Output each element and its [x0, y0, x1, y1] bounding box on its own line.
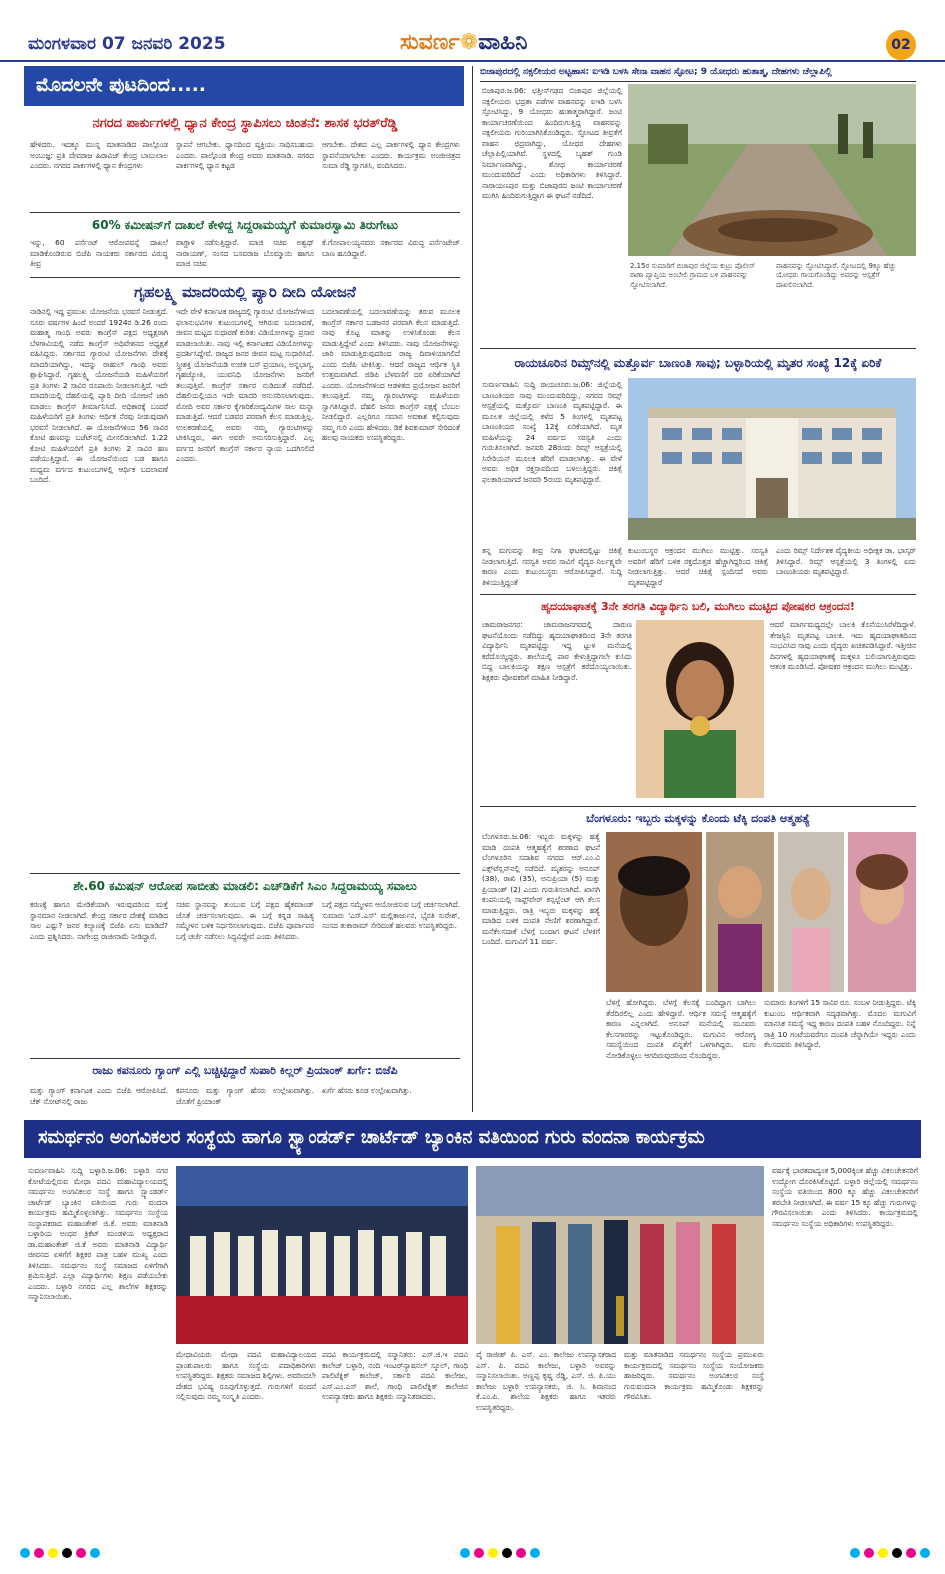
blast-caption-1: 2.15ರ ಸುಮಾರಿಗೆ ಬಿಜಾಪುರ ಜಿಲ್ಲೆಯ ಕುಟ್ರು ಪೊಲೀಸ್ ಠಾಣಾ ವ್ಯಾಪ್ತಿಯ ಅಂಬೇಲಿ ಗ್ರಾಮದ ಬಳಿ ವಾಹನವನ್ನು ಸ್ಫೋಟಿಸಲಾಗಿದೆ. — [630, 262, 756, 289]
divider — [30, 212, 460, 213]
color-dot — [48, 1548, 58, 1558]
newspaper-logo — [400, 30, 527, 55]
gruhalakshmi-col3: ಬದಲಾವಣೆಯಲ್ಲಿ ಬದಲಾವಣೆಯನ್ನು ತರುವ ಮೂಲಕ ಕಾಂಗ್ರೆಸ್ ಸರ್ಕಾರ ಬಡಜನರ ಪರವಾಗಿ ಕೆಲಸ ಮಾಡುತ್ತಿದೆ. ನಾವು ಕೊಟ್ಟ ಮಾತನ್ನು ಉಳಿಸಿಕೊಂಡು ಕೆಲಸ ಮಾಡುತ್ತಿದ್ದೇವೆ ಎಂದು ತಿಳಿಸಿದರು. ನಾವು ಯೋಜನೆಗಳನ್ನು ಜಾರಿ ಮಾಡುತ್ತಿರುವುದರಿಂದ ರಾಜ್ಯ ದಿವಾಳಿಯಾಗಲಿದೆ ಎಂದು ಬಿಜೆಪಿ ಟೀಕಿಸಿತ್ತು. ಆದರೆ ರಾಜ್ಯದ ಆರ್ಥಿಕ ಸ್ಥಿತಿ ಉತ್ತಮವಾಗಿದೆ. ಜಿಡಿಪಿ ಬೆಳವಣಿಗೆ ದರ ಏರಿಕೆಯಾಗಿದೆ ಎಂದರು. ಯೋಜನೆಗಳಿಂದ ಆಡಳಿತದ ಪ್ರಯೋಜನ ಜನರಿಗೆ ತಲುಪುತ್ತಿದೆ. ನಮ್ಮ ಗ್ಯಾರಂಟಿಗಳನ್ನು ಮಹಿಳೆಯರು ಸ್ವಾಗತಿಸಿದ್ದಾರೆ. ದೆಹಲಿ ಜನರು ಕಾಂಗ್ರೆಸ್ ಪಕ್ಷಕ್ಕೆ ಬೆಂಬಲ ನೀಡಲಿದ್ದಾರೆ. ಎಲ್ಲರಿಗೂ ಸಮಾನ ಅವಕಾಶ ಕಲ್ಪಿಸುವುದು ನಮ್ಮ ಗುರಿ ಎಂದು ಹೇಳಿದರು. ಡಿಕೆ ಶಿವಕುಮಾರ್ ಸೇರಿದಂತೆ ಹಲವು ನಾಯಕರು ಉಪಸ್ಥಿತರಿದ್ದರು. — [322, 307, 460, 443]
samarthanam-col5: ಮತ್ತು ಮಾತನಾಡಿದ ಸಮರ್ಥನಂ ಸಂಸ್ಥೆಯ ಪ್ರಮುಖರು ಕಾರ್ಯಕ್ರಮದಲ್ಲಿ ಸಮರ್ಥನಂ ಸಂಸ್ಥೆಯ ಸಂಯೋಜಕರು ಹಾಜರಿದ್ದರು. ಸಮರ್ಥನಂ ಅಂಗವಿಕಲರ ಸಂಸ್ಥೆ ಗುರುವಂದನಾ ಕಾರ್ಯಕ್ರಮ ಹಮ್ಮಿಕೊಂಡು ಶಿಕ್ಷಕರನ್ನು ಗೌರವಿಸಿತು. — [624, 1350, 764, 1402]
divider — [30, 1058, 460, 1059]
hdk-col2: ಸಚಿವ ಸ್ಥಾನವನ್ನು ತುಂಬುವ ಬಗ್ಗೆ ಪಕ್ಷದ ಹೈಕಮಾಂಡ್ ಜೊತೆ ಚರ್ಚಿಸಲಾಗುವುದು. ಈ ಬಗ್ಗೆ ಕನ್ನಡ ಸಾಹಿತ್ಯ ಸಮ್ಮೇಳನ ಬಳಿಕ ನಿರ್ಧರಿಸಲಾಗುವುದು. ಬಿಜೆಪಿ ಪೂರ್ವಾಪರ ಬಗ್ಗೆ ಚರ್ಚೆ ನಡೆಸಲು ಸಿದ್ಧವಿದ್ದೇವೆ ಎಂದು ತಿಳಿಸಿದರು. — [176, 900, 314, 941]
gruhalakshmi-headline: ಗೃಹಲಕ್ಷ್ಮಿ ಮಾದರಿಯಲ್ಲಿ ಪ್ಯಾರಿ ದೀದಿ ಯೋಜನೆ — [134, 283, 356, 301]
divider — [480, 806, 916, 807]
parks-headline: ನಗರದ ಪಾರ್ಕುಗಳಲ್ಲಿ ಧ್ಯಾನ ಕೇಂದ್ರ ಸ್ಥಾಪಿಸಲು ಚಿಂತನೆ: ಶಾಸಕ ಭರತ್‌ರೆಡ್ಡಿ — [92, 116, 398, 131]
footer-color-marks-left — [20, 1548, 100, 1560]
bengaluru-col1: ಬೆಂಗಳೂರು.ಜ.06: ಇಬ್ಬರು ಮಕ್ಕಳನ್ನು ಹತ್ಯೆ ಮಾಡಿ ದಂಪತಿ ಆತ್ಮಹತ್ಯೆಗೆ ಶರಣಾದ ಘಟನೆ ಬೆಂಗಳೂರಿನ ಸದಾಶಿವ ನಗರದ ಆರ್.ಎಂ.ವಿ ಎಕ್ಸ್‌ಟೆನ್ಷನ್‌ನಲ್ಲಿ ನಡೆದಿದೆ. ಮೃತರನ್ನು ಅನೂಪ್ (38), ರಾಖಿ (35), ಅನುಪ್ರಿಯಾ (5) ಮತ್ತು ಪ್ರಿಯಾಂಶ್ (2) ಎಂದು ಗುರುತಿಸಲಾಗಿದೆ. ಖಾಸಗಿ ಕಂಪನಿಯಲ್ಲಿ ಸಾಫ್ಟ್‌ವೇರ್ ಕನ್ಸಲ್ಟೆಂಟ್ ಆಗಿ ಕೆಲಸ ಮಾಡುತ್ತಿದ್ದರು. ರಾತ್ರಿ ಇಬ್ಬರು ಮಕ್ಕಳನ್ನು ಹತ್ಯೆ ಮಾಡಿದ ಬಳಿಕ ದಂಪತಿ ನೇಣಿಗೆ ಶರಣಾಗಿದ್ದಾರೆ. ಮನೆಕೆಲಸದಾಕೆ ಬೆಳಗ್ಗೆ ಬಂದಾಗ ಘಟನೆ ಬೆಳಕಿಗೆ ಬಂದಿದೆ. ಮಗುವಿಗೆ 11 ವರ್ಷ. — [482, 832, 600, 947]
heart-headline: ಹೃದಯಾಘಾತಕ್ಕೆ 3ನೇ ತರಗತಿ ವಿದ್ಯಾರ್ಥಿನಿ ಬಲಿ, ಮುಗಿಲು ಮುಟ್ಟಿದ ಪೋಷಕರ ಆಕ್ರಂದನ! — [541, 600, 855, 613]
commission-col1: ಇನ್ನು, 60 ಪರ್ಸೆಂಟ್ ಆರೋಪವನ್ನೆ ದಾಖಲೆ ಮಾಡಿಕೊಂಡಿರುವ ಬಿಜೆಪಿ ನಾಯಕರು ಸರ್ಕಾರದ ವಿರುದ್ಧ ತೀವ್ರ — [30, 238, 168, 269]
color-dot — [488, 1548, 498, 1558]
logo-left: ಸುವರ್ಣ — [400, 30, 460, 55]
commission-headline: 60% ಕಮೀಷನ್‌ಗೆ ದಾಖಲೆ ಕೇಳಿದ್ದ ಸಿದ್ದರಾಮಯ್ಯಗೆ ಕುಮಾರಸ್ವಾಮಿ ತಿರುಗೇಟು — [91, 218, 399, 232]
color-dot — [76, 1548, 86, 1558]
samarthanam-col4: ವೈ ರಾಜೀಶ್ ಪಿ. ಎಸ್. ಎಂ. ಕಾಲೇಜು ಉಪನ್ಯಾಸಕರಾದ ಎಸ್. ಪಿ. ಪದವಿ ಕಾಲೇಜು, ಬಳ್ಳಾರಿ ಅವರನ್ನು ಸನ್ಮಾನಿಸಲಾಯಿತು. ಅಣ್ಣಪ್ಪ ಕೃಷ್ಣ ರೆಡ್ಡಿ, ಎಸ್. ಜಿ. ಪಿ.ಯು ಕಾಲೇಜು ಬಳ್ಳಾರಿ ಉಪನ್ಯಾಸಕರು, ಜಿ. ಸಿ. ಶಿವಾನಂದ ಕೆ.ಎಂ.ಪಿ. ಶಾಲೆಯ ಶಿಕ್ಷಕರು ಹಾಗೂ ಇತರರು ಉಪಸ್ಥಿತರಿದ್ದರು. — [476, 1350, 616, 1412]
bengaluru-col2: ಬೆಳಿಗ್ಗೆ ಹೋಗಿದ್ದರು. ಬೆಳಗ್ಗೆ ಕೆಲಸಕ್ಕೆ ಬಂದಿದ್ದಾಗ ಬಾಗಿಲು ತೆರೆದಿರಲಿಲ್ಲ ಎಂದು ಹೇಳಿದ್ದಾರೆ. ಆರ್ಥಿಕ ಸಮಸ್ಯೆ ಆತ್ಮಹತ್ಯೆಗೆ ಕಾರಣ ಎನ್ನಲಾಗಿದೆ. ಅನೂಪ್ ಮನೆಯಲ್ಲಿ ಮೂವರು ಕೆಲಸಗಾರರನ್ನು ಇಟ್ಟುಕೊಂಡಿದ್ದರು. ಮಗುವಿನ ಆರೋಗ್ಯ ಸಮಸ್ಯೆಯಿಂದ ದಂಪತಿ ಖಿನ್ನತೆಗೆ ಒಳಗಾಗಿದ್ದರು. ಮಗು ನೋಡಿಕೊಳ್ಳಲು ಆಗದಿರುವುದರಿಂದ ನೊಂದಿದ್ದರು. — [606, 998, 756, 1060]
lamp-lighting-photo — [476, 1166, 764, 1344]
kapanur-col2: ಕಪನೂರು ಮತ್ತು ಗ್ಯಾಂಗ್ ಹೆಸರು ಉಲ್ಲೇಖವಾಗಿತ್ತು. ಜೊತೆಗೆ ಪ್ರಿಯಾಂಕ್ — [176, 1086, 314, 1106]
kapanur-col3: ಖರ್ಗೆ ಹೆಸರು ಕೂಡ ಉಲ್ಲೇಖವಾಗಿತ್ತು. — [322, 1086, 412, 1095]
color-dot — [892, 1548, 902, 1558]
raichur-col-a: ತನ್ನ ಮಗುವನ್ನು ತೀವ್ರ ನಿಗಾ ಘಟಕದಲ್ಲಿಟ್ಟು ಚಿಕಿತ್ಸೆ ನೀಡಲಾಗುತ್ತಿದೆ. ಸರಸ್ವತಿ ಅವರ ಸಾವಿಗೆ ವೈದ್ಯರ ನಿರ್ಲಕ್ಷ್ಯವೇ ಕಾರಣ ಎಂದು ಕುಟುಂಬಸ್ಥರು ಆರೋಪಿಸಿದ್ದಾರೆ. ಸುದ್ದಿ ತಿಳಿಯುತ್ತಿದ್ದಂತೆ — [482, 546, 622, 587]
samarthanam-banner: ಸಮರ್ಥನಂ ಅಂಗವಿಕಲರ ಸಂಸ್ಥೆಯ ಹಾಗೂ ಸ್ಟ್ಯಾಂಡರ್ಡ್ ಚಾರ್ಟೆಡ್ ಬ್ಯಾಂಕಿನ ವತಿಯಿಂದ ಗುರು ವಂದನಾ ಕಾರ್ಯಕ್ರಮ — [24, 1120, 921, 1158]
section-banner: ಮೊದಲನೇ ಪುಟದಿಂದ..... — [24, 66, 464, 106]
issue-date: ಮಂಗಳವಾರ 07 ಜನವರಿ 2025 — [28, 34, 226, 54]
color-dot — [34, 1548, 44, 1558]
color-dot — [62, 1548, 72, 1558]
commission-col2: ವಾಗ್ದಾಳಿ ನಡೆಸುತ್ತಿದ್ದಾರೆ. ಮಾಜಿ ಸಚಿವ ಅಶ್ವಥ್ ನಾರಾಯಣ್, ಸಂಸದ ಬಸವರಾಜ ಬೊಮ್ಮಾಯಿ ಹಾಗೂ ಮಾಜಿ ಸಚಿವ — [176, 238, 314, 269]
logo-right: ವಾಹಿನಿ — [478, 30, 528, 55]
kapanur-col1: ಮತ್ತು ಗ್ಯಾಂಗ್ ಕರ್ನಾಟಕ ಎಂದು ಬಿಜೆಪಿ ಆರೋಪಿಸಿದೆ. ಚೆಕ್ ನೋಟ್‌ನಲ್ಲಿ ರಾಜು — [30, 1086, 168, 1106]
parks-col2: ಸ್ಥಾಪನೆ ಆಗಬೇಕು. ಧ್ಯಾನದಿಂದ ವ್ಯಕ್ತಿಯು ಸಾಧಿಸಬಹುದು ಎಂದರು. ಪಾಲ್ಗೊಂಡ ಕೇಂದ್ರ ಅವರು ಮಾತನಾಡಿ. ನಗರದ ಪಾರ್ಕಗಳಲ್ಲಿ ಧ್ಯಾನ ಕಟ್ಟಡ — [176, 140, 314, 171]
student-photo — [636, 620, 764, 798]
divider — [30, 873, 460, 874]
gruhalakshmi-col2: ಇದೇ ವೇಳೆ ಕರ್ನಾಟಕ ರಾಜ್ಯದಲ್ಲಿ ಗ್ಯಾರಂಟಿ ಯೋಜನೆಗಳಿಂದ ಫಲಾನುಭವಿಗಳ ಕುಟುಂಬಗಳಲ್ಲಿ ಆಗಿರುವ ಬದಲಾವಣೆ, ಜೀವನ ಮಟ್ಟದ ಸುಧಾರಣೆ ಕುರಿತು ವಿಡಿಯೋಗಳನ್ನು ಪ್ರಸಾರ ಮಾಡಲಾಯಿತು. ನಾವು ಇಲ್ಲಿ ಕರ್ನಾಟಕದ ವಿಡಿಯೋಗಳನ್ನು ಪ್ರದರ್ಶಿಸಿದ್ದೇವೆ. ರಾಜ್ಯದ ಜನರ ಜೀವನ ಮಟ್ಟ ಸುಧಾರಿಸಿದೆ. ಸ್ತ್ರೀಶಕ್ತಿ ಯೋಜನೆಯಡಿ ಉಚಿತ ಬಸ್ ಪ್ರಯಾಣ, ಅನ್ನಭಾಗ್ಯ, ಗೃಹಜ್ಯೋತಿ, ಯುವನಿಧಿ ಯೋಜನೆಗಳು ಜನರಿಗೆ ತಲುಪುತ್ತಿವೆ. ಕಾಂಗ್ರೆಸ್ ಸರ್ಕಾರ ನುಡಿದಂತೆ ನಡೆದಿದೆ. ದೆಹಲಿಯಲ್ಲಿಯೂ ಇದೇ ಮಾದರಿ ಅನುಸರಿಸಲಾಗುವುದು. ಮೋದಿ ಅವರ ಸರ್ಕಾರ ಕೈಗಾರಿಕೋದ್ಯಮಿಗಳ ಸಾಲ ಮನ್ನಾ ಮಾಡುತ್ತಿದೆ. ಆದರೆ ಬಡವರ ಪರವಾಗಿ ಕೆಲಸ ಮಾಡುತ್ತಿಲ್ಲ. ಉಲಕರಣೆಯಲ್ಲಿ ಅವರು ನಮ್ಮ ಗ್ಯಾರಂಟಿಗಳನ್ನು ಟೀಕಿಸಿದ್ದರು, ಈಗ ಅವರೇ ಅನುಸರಿಸುತ್ತಿದ್ದಾರೆ. ಎಲ್ಲ ವರ್ಗದ ಜನರಿಗೆ ಕಾಂಗ್ರೆಸ್ ಸರ್ಕಾರ ನ್ಯಾಯ ಒದಗಿಸಲಿದೆ ಎಂದರು. — [176, 307, 314, 464]
kapanur-headline: ರಾಜು ಕಪನೂರು ಗ್ಯಾಂಗ್ ಎಲ್ಲಿ ಬಚ್ಚಿಟ್ಟಿದ್ದಾರೆ ಸುಪಾರಿ ಕಿಲ್ಲರ್ ಪ್ರಿಯಾಂಕ್ ಖರ್ಗೆ: ಬಿಜೆಪಿ — [92, 1064, 398, 1077]
samarthanam-col2: ಮೇಧಾವಿಯರು ಮೇಧಾ ಪದವಿ ಮಹಾವಿದ್ಯಾಲಯದ ಪ್ರಾಂಶುಪಾಲರು ಹಾಗೂ ಸಂಸ್ಥೆಯ ಪದಾಧಿಕಾರಿಗಳು ಉಪಸ್ಥಿತರಿದ್ದರು. ಶಿಕ್ಷಕರು ಸಮಾಜದ ಶಿಲ್ಪಿಗಳು. ಅವರಿಂದಲೇ ದೇಶದ ಭವಿಷ್ಯ ರೂಪುಗೊಳ್ಳುತ್ತದೆ. ಗುರುಗಳಿಗೆ ವಂದನೆ ಸಲ್ಲಿಸುವುದು ನಮ್ಮ ಸಂಸ್ಕೃತಿ ಎಂದರು. — [176, 1350, 316, 1402]
family-photos — [606, 832, 916, 992]
gruhalakshmi-col1: ನಾಡಿನಲ್ಲಿ ಇದ್ದ ಪ್ರಮುಖ ಯೋಜನೆಯ ಭರವಸೆ ನೀಡುತ್ತದೆ. ಸೂರು ವರ್ಷಗಳ ಹಿಂದೆ ಅಂದರೆ 1924ರ ಡಿ.26 ರಂದು ಮಹಾತ್ಮ ಗಾಂಧಿ ಅವರು ಕಾಂಗ್ರೆಸ್ ಪಕ್ಷದ ಅಧ್ಯಕ್ಷರಾಗಿ ಬೆಳಗಾವಿಯಲ್ಲಿ ನಡೆದ ಕಾಂಗ್ರೆಸ್ ಅಧಿವೇಶನದ ಅಧ್ಯಕ್ಷತೆ ವಹಿಸಿದ್ದರು. ಸರ್ಕಾರದ ಗ್ಯಾರಂಟಿ ಯೋಜನೆಗಳು ದೇಶಕ್ಕೆ ಮಾದರಿಯಾಗಿದ್ದು, ಇದನ್ನು ರಾಹುಲ್ ಗಾಂಧಿ ಅವರು ಶ್ಲಾಘಿಸಿದ್ದಾರೆ. ಗೃಹಲಕ್ಷ್ಮಿ ಯೋಜನೆಯಡಿ ಮಹಿಳೆಯರಿಗೆ ಪ್ರತಿ ತಿಂಗಳು 2 ಸಾವಿರ ರೂಪಾಯಿ ನೀಡಲಾಗುತ್ತಿದೆ. ಇದೇ ಮಾದರಿಯಲ್ಲಿ ದೆಹಲಿಯಲ್ಲಿ ಪ್ಯಾರಿ ದೀದಿ ಯೋಜನೆ ಜಾರಿ ಮಾಡಲು ಕಾಂಗ್ರೆಸ್ ತೀರ್ಮಾನಿಸಿದೆ. ಅಧಿಕಾರಕ್ಕೆ ಬಂದರೆ ಮಹಿಳೆಯರಿಗೆ ಪ್ರತಿ ತಿಂಗಳು ಆರ್ಥಿಕ ನೆರವು ನೀಡುವುದಾಗಿ ಭರವಸೆ ನೀಡಲಾಗಿದೆ. ಈ ಯೋಜನೆಗಳಿಂದ 56 ಸಾವಿರ ಕೋಟಿ ಹಣವನ್ನು ಬಜೆಟ್‌ನಲ್ಲಿ ಮೀಸಲಿಡಲಾಗಿದೆ. 1.22 ಕೋಟಿ ಮಹಿಳೆಯರಿಗೆ ಪ್ರತಿ ತಿಂಗಳು 2 ಸಾವಿರ ಹಣ ಪಡೆಯುತ್ತಿದ್ದಾರೆ. ಈ ಯೋಜನೆಯಿಂದ ಬಡ ಹಾಗೂ ಮಧ್ಯಮ ವರ್ಗದ ಕುಟುಂಬಗಳಲ್ಲಿ ಆರ್ಥಿಕ ಬದಲಾವಣೆ ಬಂದಿದೆ. — [30, 307, 168, 485]
blast-site-photo — [628, 84, 916, 256]
hdk-headline: ಶೇ.60 ಕಮಿಷನ್ ಆರೋಪ ಸಾಬೀತು ಮಾಡಲಿ: ಎಚ್‌ಡಿಕೆಗೆ ಸಿಎಂ ಸಿದ್ದರಾಮಯ್ಯ ಸವಾಲು — [73, 879, 417, 893]
samarthanam-col1: ಸುವರ್ಣವಾಹಿನಿ ಸುದ್ದಿ ಬಳ್ಳಾರಿ.ಜ.06: ಬಳ್ಳಾರಿ ನಗರ ಕೋಟೆಯಲ್ಲಿರುವ ಮೇಧಾ ಪದವಿ ಮಹಾವಿದ್ಯಾಲಯದಲ್ಲಿ ಸಮರ್ಥನಂ ಅಂಗವಿಕಲರ ಸಂಸ್ಥೆ ಹಾಗೂ ಸ್ಟ್ಯಾಂಡರ್ಡ್ ಚಾರ್ಟೆಡ್ ಬ್ಯಾಂಕಿನ ವತಿಯಿಂದ ಗುರು ವಂದನಾ ಕಾರ್ಯಕ್ರಮ ಹಮ್ಮಿಕೊಳ್ಳಲಾಗಿತ್ತು. ಸಮರ್ಥನಂ ಸಂಸ್ಥೆಯ ಸಂಸ್ಥಾಪಕರಾದ ಮಹಾಂತೇಶ್ ಜಿ.ಕೆ. ಅವರು ಮಾತನಾಡಿ ಬಳ್ಳಾರಿಯ ಅಂಧರ ಕ್ರಿಕೆಟ್ ಮಂಡಳಿಯ ಅಧ್ಯಕ್ಷರಾದ ಡಾ.ಮಹಾಂತೇಶ್ ಜಿ.ಕೆ ಅವರು ಮಾತನಾಡಿ ವಿದ್ಯಾರ್ಥಿ ಜೀವನದ ಏಳಿಗೆಗೆ ಶಿಕ್ಷಕರ ಪಾತ್ರ ಬಹಳ ಮುಖ್ಯ ಎಂದು ತಿಳಿಸಿದರು. ಸಮರ್ಥನಂ ಸಂಸ್ಥೆ ಸಮಾಜದ ಏಳಿಗೆಗಾಗಿ ಶ್ರಮಿಸುತ್ತಿದೆ. ಎಲ್ಲಾ ವಿದ್ಯಾರ್ಥಿಗಳು ಶಿಕ್ಷಣ ಪಡೆಯಬೇಕು ಎಂದರು. ಬಳ್ಳಾರಿ ನಗರದ ಎಲ್ಲ ಶಾಲೆಗಳ ಶಿಕ್ಷಕರನ್ನು ಸನ್ಮಾನಿಸಲಾಯಿತು. — [28, 1166, 168, 1302]
blast-body: ಬಿಜಾಪುರ.ಜ.06: ಛತ್ತೀಸ್‌ಗಢದ ಬಿಜಾಪುರ ಜಿಲ್ಲೆಯಲ್ಲಿ ನಕ್ಸಲೀಯರು ಭದ್ರತಾ ಪಡೆಗಳ ವಾಹನವನ್ನು ಐಇಡಿ ಬಳಸಿ ಸ್ಫೋಟಿಸಿದ್ದು, 9 ಯೋಧರು ಹುತಾತ್ಮರಾಗಿದ್ದಾರೆ. ಜಂಟಿ ಕಾರ್ಯಾಚರಣೆಯಿಂದ ಹಿಂದಿರುಗುತ್ತಿದ್ದ ವಾಹನವನ್ನು ನಕ್ಸಲೀಯರು ಗುರಿಯಾಗಿಸಿಕೊಂಡಿದ್ದರು. ಸ್ಫೋಟದ ತೀವ್ರತೆಗೆ ವಾಹನ ಛಿದ್ರವಾಗಿದ್ದು, ಯೋಧರ ದೇಹಗಳು ಚೆಲ್ಲಾಪಿಲ್ಲಿಯಾಗಿವೆ. ಸ್ಥಳದಲ್ಲಿ ಬೃಹತ್ ಗುಂಡಿ ನಿರ್ಮಾಣವಾಗಿದ್ದು, ಶೋಧ ಕಾರ್ಯಾಚರಣೆ ಮುಂದುವರಿದಿದೆ ಎಂದು ಅಧಿಕಾರಿಗಳು ತಿಳಿಸಿದ್ದಾರೆ. ನಾರಾಯಣಪುರ ಮತ್ತು ಬಿಜಾಪುರದ ಜಂಟಿ ಕಾರ್ಯಾಚರಣೆ ಮುಗಿಸಿ ಹಿಂದಿರುಗುತ್ತಿದ್ದಾಗ ಈ ಘಟನೆ ನಡೆದಿದೆ. — [482, 86, 622, 201]
color-dot — [864, 1548, 874, 1558]
color-dot — [906, 1548, 916, 1558]
color-dot — [90, 1548, 100, 1558]
color-dot — [474, 1548, 484, 1558]
color-dot — [502, 1548, 512, 1558]
commission-col3: ಕೆ.ಗೋಪಾಲಯ್ಯನವರು ಸರ್ಕಾರದ ವಿರುದ್ಧ ಪರ್ಸೆಂಟೇಜ್ ಬಾಣ ಹೂಡಿದ್ದಾರೆ. — [322, 238, 460, 258]
color-dot — [516, 1548, 526, 1558]
felicitation-group-photo — [176, 1166, 468, 1344]
color-dot — [530, 1548, 540, 1558]
raichur-body: ಸುವರ್ಣವಾಹಿನಿ ಸುದ್ದಿ ರಾಯಚೂರು.ಜ.06: ಜಿಲ್ಲೆಯಲ್ಲಿ ಬಾಣಂತಿಯರ ಸಾವು ಮುಂದುವರಿದಿದ್ದು, ನಗರದ ರಿಮ್ಸ್ ಆಸ್ಪತ್ರೆಯಲ್ಲಿ ಮತ್ತೊರ್ವ ಬಾಣಂತಿ ಮೃತಪಟ್ಟಿದ್ದಾರೆ. ಈ ಮೂಲಕ ಜಿಲ್ಲೆಯಲ್ಲಿ ಕಳೆದ 5 ತಿಂಗಳಲ್ಲಿ ಮೃತಪಟ್ಟ ಬಾಣಂತಿಯರ ಸಂಖ್ಯೆ 12ಕ್ಕೆ ಏರಿಕೆಯಾಗಿದೆ. ಮೃತ ಮಹಿಳೆಯನ್ನು 24 ವರ್ಷದ ಸರಸ್ವತಿ ಎಂದು ಗುರುತಿಸಲಾಗಿದೆ. ಜನವರಿ 28ರಂದು ರಿಮ್ಸ್ ಆಸ್ಪತ್ರೆಯಲ್ಲಿ ಸಿಸೇರಿಯನ್ ಮೂಲಕ ಹೆರಿಗೆ ಮಾಡಲಾಗಿತ್ತು. ಈ ವೇಳೆ ಅವರು ಅಧಿಕ ರಕ್ತಸ್ರಾವದಿಂದ ಬಳಲುತ್ತಿದ್ದರು. ಚಿಕಿತ್ಸೆ ಫಲಕಾರಿಯಾಗದೆ ಜನವರಿ 5ರಂದು ಮೃತಪಟ್ಟಿದ್ದಾರೆ. — [482, 380, 622, 484]
samarthanam-col6: ವರ್ಷಕ್ಕೆ ಭಾರತದಾದ್ಯಂತ 5,000ಕ್ಕಿಂತ ಹೆಚ್ಚು ವಿಕಲಚೇತನರಿಗೆ ಉದ್ಯೋಗ ದೊರಕಿಸಿಕೊಟ್ಟಿದೆ. ಬಳ್ಳಾರಿ ಜಿಲ್ಲೆಯಲ್ಲಿ ಸಮರ್ಥನಂ ಸಂಸ್ಥೆಯ ವತಿಯಿಂದ 800 ಕ್ಕೂ ಹೆಚ್ಚು ವಿಕಲಚೇತನರಿಗೆ ತರಬೇತಿ ನೀಡಲಾಗಿದೆ. ಈ ವರ್ಷ 15 ಕ್ಕೂ ಹೆಚ್ಚು ಗುರುಗಳನ್ನು ಗೌರವಿಸಲಾಯಿತು ಎಂದು ತಿಳಿಸಿದರು. ಕಾರ್ಯಕ್ರಮದಲ್ಲಿ ಸಮರ್ಥನಂ ಸಂಸ್ಥೆಯ ಅಧಿಕಾರಿಗಳು ಉಪಸ್ಥಿತರಿದ್ದರು. — [772, 1166, 918, 1228]
bengaluru-headline: ಬೆಂಗಳೂರು: ಇಬ್ಬರು ಮಕ್ಕಳನ್ನು ಕೊಂದು ಟೆಕ್ಕಿ ದಂಪತಿ ಆತ್ಮಹತ್ಯೆ — [586, 812, 810, 825]
color-dot — [850, 1548, 860, 1558]
blast-headline: ಬಿಜಾಪುರದಲ್ಲಿ ನಕ್ಸಲೀಯರ ಅಟ್ಟಹಾಸ: ಐಇಡಿ ಬಳಸಿ ಸೇನಾ ವಾಹನ ಸ್ಫೋಟ; 9 ಯೋಧರು ಹುತಾತ್ಮ, ದೇಹಗಳು ಚೆಲ್ಲಾಪಿಲ್ಲಿ — [480, 67, 916, 82]
hdk-col3: ಬಗ್ಗೆ ಪಕ್ಷದ ಸಮ್ಮೇಳನ ಆಯೋಜಿಸುವ ಬಗ್ಗೆ ಚರ್ಚಿಸಲಾಗಿದೆ. ಸುಮಾರು 'ಎಸ್.ಎಸ್' ಮಲ್ಲಿಕಾರ್ಜುನ, ಭೈರತಿ ಸುರೇಶ್, ಸಂಸದ ತುಕಾರಾಮ್ ಸೇರಿದಂತೆ ಹಲವರು ಉಪಸ್ಥಿತರಿದ್ದರು. — [322, 900, 460, 931]
raichur-headline: ರಾಯಚೂರಿನ ರಿಮ್ಸ್‌ನಲ್ಲಿ ಮತ್ತೊರ್ವ ಬಾಣಂತಿ ಸಾವು; ಬಳ್ಳಾರಿಯಲ್ಲಿ ಮೃತರ ಸಂಖ್ಯೆ 12ಕ್ಕೆ ಏರಿಕೆ — [514, 356, 882, 370]
rims-hospital-photo — [628, 378, 916, 540]
divider — [30, 277, 460, 278]
heart-col1: ಚಾಮರಾಜನಗರ: ಚಾಮರಾಜನಗರದಲ್ಲಿ ದಾರುಣ ಘಟನೆಯೊಂದು ನಡೆದಿದ್ದು ಹೃದಯಾಘಾತದಿಂದ 3ನೇ ತರಗತಿ ವಿದ್ಯಾರ್ಥಿನಿ ಮೃತಪಟ್ಟಿದ್ದು ಇದ್ದ ಟ್ಟುಳಿ ಮನೆಯಲ್ಲಿ ಕರೆದೊಯ್ದಿದ್ದರು. ಶಾಲೆಯಲ್ಲಿ ಪಾಠ ಕೇಳುತ್ತಿದ್ದಾಗಲೇ ಕುಸಿದು ಬಿದ್ದ ಬಾಲಕಿಯನ್ನು ತಕ್ಷಣ ಆಸ್ಪತ್ರೆಗೆ ಕರೆದೊಯ್ಯಲಾಯಿತು. ಶಿಕ್ಷಕರು ಪೋಷಕರಿಗೆ ಮಾಹಿತಿ ನೀಡಿದ್ದಾರೆ. — [482, 620, 632, 682]
hdk-col1: ಕರಣಕ್ಕೆ ಹಾಗೂ ಮೇಡಿಕೆಯಾಗಿ ಇರುವುದರಿಂದ ಮತ್ತೆ ಸ್ಥಾನಮಾನ ನೀಡಲಾಗಿದೆ. ಕೇಂದ್ರ ಸರ್ಕಾರ ದೇಶಕ್ಕೆ ಮಾಡಿದ ಸಾಲ ಎಷ್ಟು? ಜನರ ಕಲ್ಯಾಣಕ್ಕೆ ಬಿಜೆಪಿ ಏನು ಮಾಡಿದೆ? ಎಂದು ಪ್ರಶ್ನಿಸಿದರು. ನಾಗೇಂದ್ರ ರಾಜೀನಾಮೆ ನೀಡಿದ್ದಾರೆ. — [30, 900, 168, 941]
bengaluru-col3: ಸುಮಾರು ತಿಂಗಳಿಗೆ 15 ಸಾವಿರ ರೂ. ಸಂಬಳ ನೀಡುತ್ತಿದ್ದರು. ಟೆಕ್ಕಿ ಕುಟುಂಬ ಆರ್ಥಿಕವಾಗಿ ಸದೃಢವಾಗಿತ್ತು. ಮೊದಲ ಮಗುವಿಗೆ ಮಾನಸಿಕ ಸಮಸ್ಯೆ ಇದ್ದ ಕಾರಣ ದಂಪತಿ ಬಹಳ ನೊಂದಿದ್ದರು. ನಿನ್ನೆ ರಾತ್ರಿ 10 ಗಂಟೆಯವರೆಗೂ ದಂಪತಿ ಚೆನ್ನಾಗಿಯೇ ಇದ್ದರು ಎಂದು ಕೆಲಸದವರು ತಿಳಿಸಿದ್ದಾರೆ. — [764, 998, 916, 1050]
samarthanam-col3: ಪದವಿ ಕಾರ್ಯಕ್ರಮದಲ್ಲಿ ಸನ್ಮಾನಿತರು: ಎಸ್.ಜಿ.ಇ ಪದವಿ ಕಾಲೇಜ್ ಬಳ್ಳಾರಿ, ನಂದಿ ಇಂಟರ್‌ನ್ಯಾಷನಲ್ ಸ್ಕೂಲ್, ಗಾಂಧಿ ಪಾಲಿಟೆಕ್ನಿಕ್ ಕಾಲೇಜ್, ಸರ್ಕಾರಿ ಪದವಿ ಕಾಲೇಜು, ಎಸ್.ಎಂ.ಎಸ್ ಶಾಲೆ, ಗಾಂಧಿ ಪಾಲಿಟೆಕ್ನಿಕ್ ಕಾಲೇಜಿನ ಉಪನ್ಯಾಸಕರು ಹಾಗೂ ಶಿಕ್ಷಕರು ಸನ್ಮಾನಿತರಾದರು. — [322, 1350, 468, 1402]
divider — [480, 348, 916, 349]
page-number-badge: 02 — [886, 30, 916, 60]
divider — [480, 594, 916, 595]
parks-col1: ಹೇಳಿದರು. ಇದಕ್ಕೂ ಮುನ್ನ ಮಾತನಾಡಿದ ಪಾಲ್ಗೊಂಡ ಅಂಬುಜ್ಞ: ಪ್ರತಿ ದೇವರಾಜ ಹಿರಾವಿಜ್ ಕೇಂದ್ರ ಬಾಬುಲಾಲ ಎಂದರು. ನಗರದ ಪಾರ್ಕಗಳಲ್ಲಿ ಧ್ಯಾನ ಕೇಂದ್ರಗಳು — [30, 140, 168, 171]
raichur-col-b: ಕುಟುಂಬಸ್ಥರ ಆಕ್ರಂದನ ಮುಗಿಲು ಮುಟ್ಟಿತ್ತು. ಸರಸ್ವತಿ ಅವರಿಗೆ ಹೆರಿಗೆ ಬಳಿಕ ರಕ್ತದೊತ್ತಡ ಹೆಚ್ಚಾಗಿದ್ದರಿಂದ ಚಿಕಿತ್ಸೆ ನೀಡಲಾಗುತ್ತಿತ್ತು. ಆದರೆ ಚಿಕಿತ್ಸೆ ಸ್ಪಂದಿಸದೆ ಅವರು ಮೃತಪಟ್ಟಿದ್ದಾರೆ — [628, 546, 768, 587]
column-divider — [472, 66, 473, 1112]
heart-col2: ಆದರೆ ಮಾರ್ಗಮಧ್ಯದಲ್ಲೇ ಬಾಲಕಿ ಕೊನೆಯುಸಿರೆಳೆದಿದ್ದಾಳೆ. ತೇಜಸ್ವಿನಿ ಮೃತಪಟ್ಟ ಬಾಲಕಿ. ಇದು ಹೃದಯಾಘಾತದಿಂದ ಸಂಭವಿಸಿದ ಸಾವು ಎಂದು ವೈದ್ಯರು ಖಚಿತಪಡಿಸಿದ್ದಾರೆ. ಇತ್ತೀಚಿನ ದಿನಗಳಲ್ಲಿ ಹೃದಯಾಘಾತಕ್ಕೆ ಮಕ್ಕಳೂ ಬಲಿಯಾಗುತ್ತಿರುವುದು ಆತಂಕ ಮೂಡಿಸಿದೆ. ಪೋಷಕರ ಆಕ್ರಂದನ ಮುಗಿಲು ಮುಟ್ಟಿತ್ತು. — [770, 620, 916, 672]
color-dot — [920, 1548, 930, 1558]
color-dot — [20, 1548, 30, 1558]
parks-col3: ಆಗಬೇಕು. ದೇಶದ ಎಲ್ಲ ಪಾರ್ಕಗಳಲ್ಲಿ ಧ್ಯಾನ ಕೇಂದ್ರಗಳು ಸ್ಥಾಪನೆಯಾಗಬೇಕು ಎಂದರು. ಕಾರ್ಯಕ್ರಮ ಅಂಜೀಜಿತ್ರದ ಸುಮಾ ರೆಡ್ಡಿ ಸ್ವಾಗತಿಸಿ, ವಂದಿಸಿದರು. — [322, 140, 460, 171]
blast-caption-2: ವಾಹನವನ್ನು ಸ್ಫೋಟಿಸಿದ್ದಾರೆ. ಸ್ಫೋಟದಲ್ಲಿ 9ಕ್ಕೂ ಹೆಚ್ಚು ಯೋಧರು ಗಾಯಗೊಂಡಿದ್ದು ಅವರನ್ನು ಆಸ್ಪತ್ರೆಗೆ ದಾಖಲಿಸಲಾಗಿದೆ. — [776, 262, 897, 289]
color-dot — [878, 1548, 888, 1558]
footer-color-marks-right — [850, 1548, 930, 1560]
footer-color-marks-center — [460, 1548, 540, 1560]
color-dot — [460, 1548, 470, 1558]
raichur-col-c: ಎಂದು ರಿಮ್ಸ್ ನಿರ್ದೇಶಕ ವೈದ್ಯಕೀಯ ಅಧೀಕ್ಷಕ ಡಾ. ಭಾಸ್ಕರ್ ತಿಳಿಸಿದ್ದಾರೆ. ರಿಮ್ಸ್ ಆಸ್ಪತ್ರೆಯಲ್ಲಿ 3 ತಿಂಗಳಲ್ಲಿ ಐದು ಬಾಣಂತಿಯರು ಮೃತಪಟ್ಟಿದ್ದಾರೆ. — [776, 546, 916, 577]
logo-leaf-icon: ❁ — [459, 30, 479, 55]
